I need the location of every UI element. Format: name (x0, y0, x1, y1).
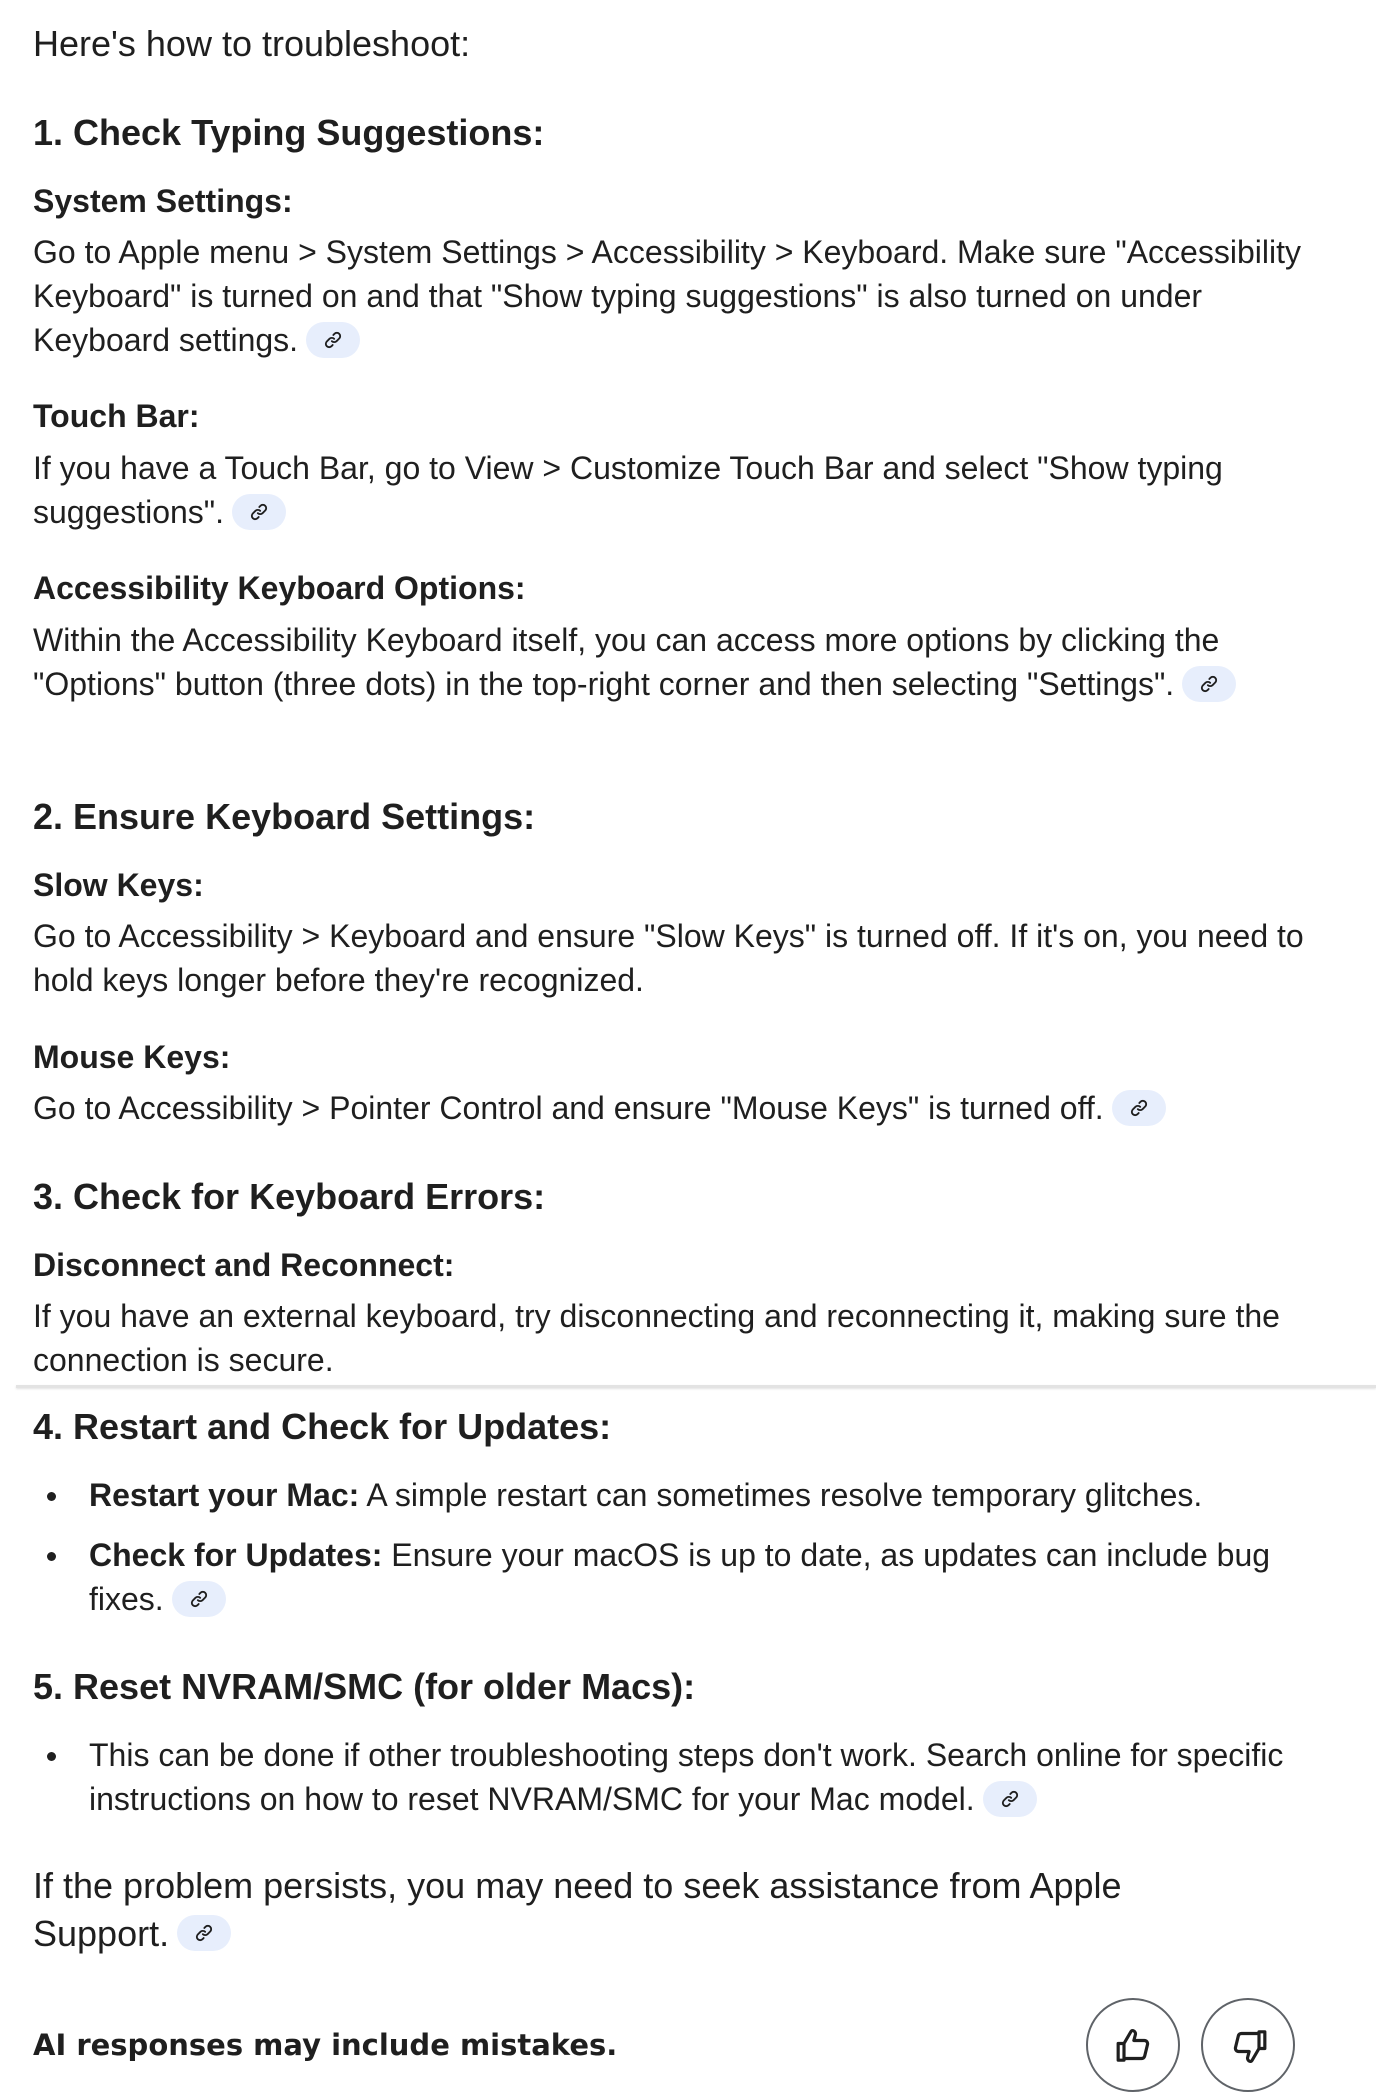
section-heading-5: 5. Reset NVRAM/SMC (for older Macs): (33, 1666, 696, 1707)
link-icon (1199, 674, 1219, 694)
item-title-accessibility-keyboard-options: Accessibility Keyboard Options: (33, 570, 526, 606)
item-text: Go to Accessibility > Keyboard and ensure "Slow Keys" is turned off. If it's on, you need to hold keys longer before they're recognized. (33, 918, 1304, 998)
thumbs-down-icon (1229, 2026, 1269, 2066)
bullet-dot (47, 1492, 56, 1501)
item-text: If you have an external keyboard, try disconnecting and reconnecting it, making sure the connection is secure. (33, 1298, 1280, 1378)
item-body-system-settings (33, 230, 1313, 362)
bullet-text (89, 1473, 1329, 1517)
bullet-dot (47, 1752, 56, 1761)
bullet-body: A simple restart can sometimes resolve temporary glitches. (366, 1477, 1203, 1513)
item-body-accessibility-keyboard-options (33, 618, 1313, 706)
section-heading-4: 4. Restart and Check for Updates: (33, 1406, 612, 1447)
link-icon (189, 1589, 209, 1609)
section-heading-1: 1. Check Typing Suggestions: (33, 112, 545, 153)
item-text: If you have a Touch Bar, go to View > Customize Touch Bar and select "Show typing suggestions". (33, 450, 1223, 530)
citation-link-button[interactable] (306, 322, 360, 358)
link-icon (194, 1923, 214, 1943)
section-heading-3: 3. Check for Keyboard Errors: (33, 1176, 546, 1217)
bullet-lead: Restart your Mac: (89, 1477, 360, 1513)
citation-link-button[interactable] (172, 1581, 226, 1617)
item-text: Go to Accessibility > Pointer Control and ensure "Mouse Keys" is turned off. (33, 1090, 1104, 1126)
link-icon (1129, 1098, 1149, 1118)
citation-link-button[interactable] (1112, 1090, 1166, 1126)
bullet-body: This can be done if other troubleshooting steps don't work. Search online for specific instructions on how to reset NVRAM/SMC for your Mac model. (89, 1737, 1284, 1817)
item-text: Within the Accessibility Keyboard itself, you can access more options by clicking the "Options" button (three dots) in the top-right corner and then selecting "Settings". (33, 622, 1220, 702)
item-title-system-settings: System Settings: (33, 183, 293, 219)
item-body-touch-bar (33, 446, 1313, 534)
thumbs-up-button[interactable] (1086, 1998, 1180, 2092)
bullet-body: Ensure your macOS is up to date, as updates can include bug fixes. (89, 1537, 1271, 1617)
item-title-disconnect-reconnect: Disconnect and Reconnect: (33, 1247, 455, 1283)
closing-text (33, 1862, 1233, 1958)
bullet-lead: Check for Updates: (89, 1537, 383, 1573)
citation-link-button[interactable] (1182, 666, 1236, 702)
item-title-mouse-keys: Mouse Keys: (33, 1039, 231, 1075)
item-text: Go to Apple menu > System Settings > Accessibility > Keyboard. Make sure "Accessibility Keyboard" is turned on and that "Show typing suggestions" is also turned on under Keyboard settings. (33, 234, 1301, 358)
thumbs-up-icon (1114, 2026, 1154, 2066)
item-title-touch-bar: Touch Bar: (33, 398, 200, 434)
link-icon (323, 330, 343, 350)
section-divider (16, 1385, 1376, 1388)
link-icon (249, 502, 269, 522)
bullet-text (89, 1533, 1329, 1621)
ai-disclaimer: AI responses may include mistakes. (33, 2028, 618, 2062)
closing-body: If the problem persists, you may need to seek assistance from Apple Support. (33, 1865, 1122, 1954)
item-body-mouse-keys (33, 1086, 1313, 1130)
bullet-dot (47, 1552, 56, 1561)
item-title-slow-keys: Slow Keys: (33, 867, 204, 903)
bullet-text (89, 1733, 1329, 1821)
citation-link-button[interactable] (177, 1915, 231, 1951)
item-body-slow-keys (33, 914, 1313, 1002)
thumbs-down-button[interactable] (1201, 1998, 1295, 2092)
citation-link-button[interactable] (983, 1781, 1037, 1817)
item-body-disconnect-reconnect (33, 1294, 1313, 1382)
citation-link-button[interactable] (232, 494, 286, 530)
section-heading-2: 2. Ensure Keyboard Settings: (33, 796, 536, 837)
link-icon (1000, 1789, 1020, 1809)
intro-text: Here's how to troubleshoot: (33, 23, 471, 64)
